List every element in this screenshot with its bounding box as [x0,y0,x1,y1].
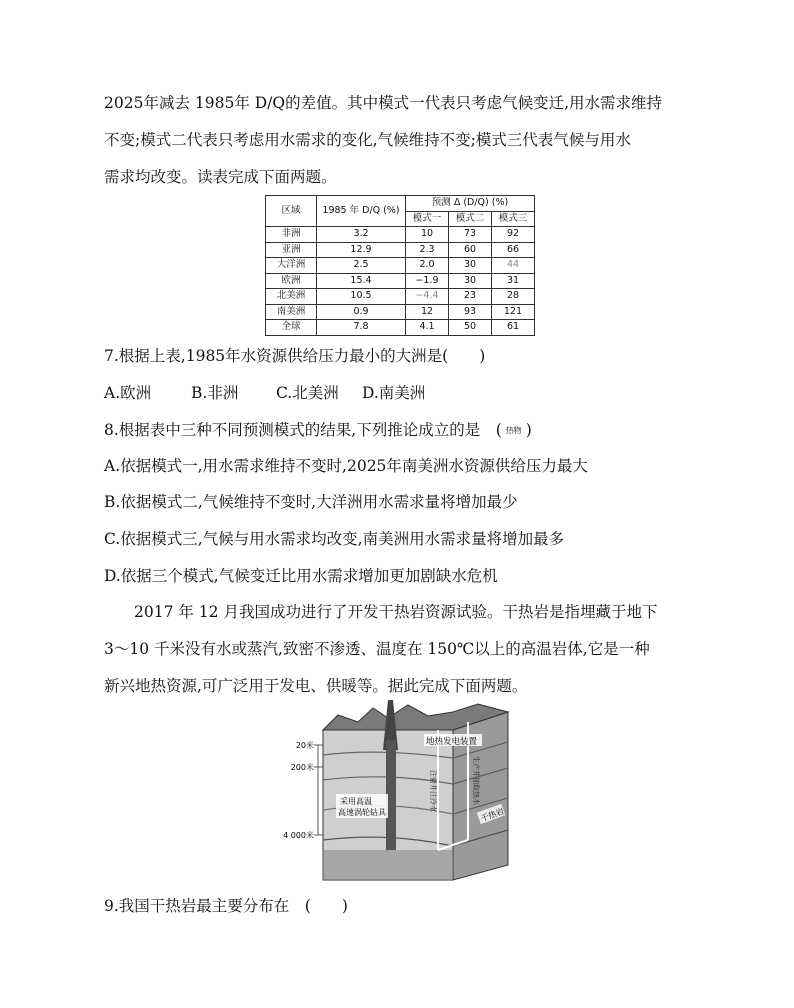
table-cell-mode-1: 2.0 [406,258,449,274]
table-cell-region: 亚洲 [266,242,317,258]
table-cell-mode-2: 60 [449,242,492,258]
table-cell-mode-2: 93 [449,304,492,320]
passage-line-2: 3～10 千米没有水或蒸汽,致密不渗透、温度在 150℃以上的高温岩体,它是一种 [104,640,650,658]
table-cell-1985: 3.2 [317,227,406,243]
table-cell-region: 欧洲 [266,273,317,289]
table-cell-mode-2: 30 [449,258,492,274]
table-cell-mode-1: −1.9 [406,273,449,289]
table-row [266,289,535,305]
label-injection-well: 注射井注冷水 [429,770,437,812]
table-row [266,273,535,289]
table-cell-mode-2: 50 [449,320,492,336]
table-cell-region: 北美洲 [266,289,317,305]
table-cell-region: 大洋洲 [266,258,317,274]
table-cell-mode-3: 121 [492,304,535,320]
table-cell-mode-3: 28 [492,289,535,305]
table-row [266,242,535,258]
question-7-option-a[interactable]: A.欧洲 [104,384,152,402]
table-cell-1985: 2.5 [317,258,406,274]
depth-label-20m: 20米 [295,741,314,750]
table-header-mode-1: 模式一 [406,211,449,227]
table-cell-region: 南美洲 [266,304,317,320]
table-cell-1985: 12.9 [317,242,406,258]
water-stress-table [265,195,535,336]
hot-dry-rock-diagram [278,700,548,885]
table-cell-mode-1: 2.3 [406,242,449,258]
table-header-mode-2: 模式二 [449,211,492,227]
label-drill-line-1: 采用高温 [340,797,372,806]
depth-label-200m: 200米 [290,763,314,772]
table-cell-mode-1: 4.1 [406,320,449,336]
table-cell-region: 全球 [266,320,317,336]
question-7-option-c[interactable]: C.北美洲 [276,384,339,402]
question-8-stem-close: ) [525,421,532,439]
table-cell-mode-2: 30 [449,273,492,289]
table-header-region: 区域 [266,196,317,227]
intro-line-2: 不变;模式二代表只考虑用水需求的变化,气候维持不变;模式三代表气候与用水 [104,131,631,149]
table-row [266,258,535,274]
question-8-option-c[interactable]: C.依据模式三,气候与用水需求均改变,南美洲用水需求量将增加最多 [104,530,565,548]
label-production-well: 生产井抽取热水 [472,756,480,805]
table-cell-mode-3: 66 [492,242,535,258]
table-cell-region: 非洲 [266,227,317,243]
table-cell-mode-2: 73 [449,227,492,243]
depth-label-4000m: 4 000米 [283,831,314,840]
table-row [266,320,535,336]
question-7-option-b[interactable]: B.非洲 [191,384,239,402]
question-8-stem-text: 8.根据表中三种不同预测模式的结果,下列推论成立的是 ( [104,421,502,439]
label-hot-dry-rock: 干热岩 [479,806,506,824]
table-cell-1985: 10.5 [317,289,406,305]
table-cell-mode-3: 31 [492,273,535,289]
question-8-stem [104,420,532,441]
question-8-option-d[interactable]: D.依据三个模式,气候变迁比用水需求增加更加剧缺水危机 [104,567,498,585]
question-8-option-b[interactable]: B.依据模式二,气候维持不变时,大洋洲用水需求量将增加最少 [104,493,518,511]
intro-line-3: 需求均改变。读表完成下面两题。 [104,168,337,186]
intro-line-1: 2025年减去 1985年 D/Q的差值。其中模式一代表只考虑气候变迁,用水需求维持 [104,94,663,112]
question-7-stem: 7.根据上表,1985年水资源供给压力最小的大洲是( ) [104,347,486,365]
table-header-1985: 1985 年 D/Q (%) [317,196,406,227]
table-header-mode-3: 模式三 [492,211,535,227]
table-cell-mode-1: 12 [406,304,449,320]
label-drill-line-2: 高速涡轮钻具 [338,808,386,817]
table-header-forecast: 预测 Δ (D/Q) (%) [406,196,535,212]
table-cell-1985: 7.8 [317,320,406,336]
table-cell-1985: 0.9 [317,304,406,320]
table-cell-mode-3: 61 [492,320,535,336]
table-cell-mode-3: 92 [492,227,535,243]
table-row [266,304,535,320]
question-8-tag: 热物 [505,426,522,435]
table-cell-mode-2: 23 [449,289,492,305]
passage-line-3: 新兴地热资源,可广泛用于发电、供暖等。据此完成下面两题。 [104,677,528,695]
question-9-stem: 9.我国干热岩最主要分布在 ( ) [104,897,348,915]
question-8-option-a[interactable]: A.依据模式一,用水需求维持不变时,2025年南美洲水资源供给压力最大 [104,457,588,475]
label-power-plant: 地热发电装置 [426,737,478,747]
table-row [266,227,535,243]
table-cell-mode-3: 44 [492,258,535,274]
question-7-option-d[interactable]: D.南美洲 [362,384,426,402]
table-cell-1985: 15.4 [317,273,406,289]
passage-line-1: 2017 年 12 月我国成功进行了开发干热岩资源试验。干热岩是指埋藏于地下 [134,603,658,621]
table-cell-mode-1: 10 [406,227,449,243]
table-cell-mode-1: −4.4 [406,289,449,305]
